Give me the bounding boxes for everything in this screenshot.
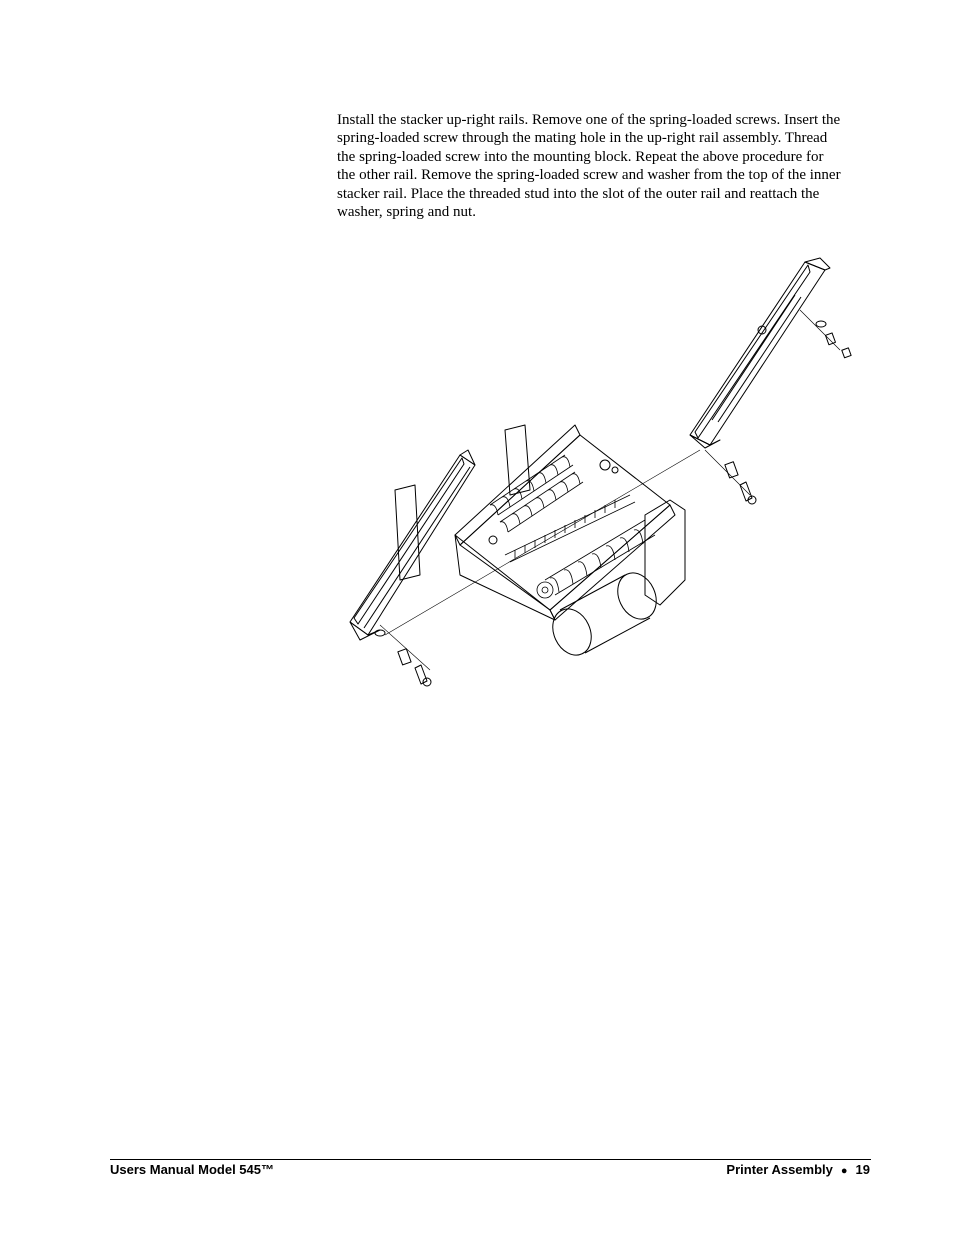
- footer-page-info: [726, 1162, 870, 1177]
- printer-frame: [395, 425, 675, 620]
- instruction-line: stacker rail. Place the threaded stud into the slot of the outer rail and reattach the: [337, 185, 820, 202]
- instruction-line: the spring-loaded screw into the mounting block. Repeat the above procedure for: [337, 148, 824, 165]
- instruction-line: spring-loaded screw through the mating hole in the up-right rail assembly. Thread: [337, 130, 828, 147]
- footer-divider: [110, 1159, 871, 1160]
- right-upright-rail: [690, 258, 830, 448]
- upper-roller-2: [500, 472, 583, 532]
- left-rail-hardware: [375, 630, 431, 686]
- instruction-line: washer, spring and nut.: [337, 204, 476, 221]
- instruction-line: the other rail. Remove the spring-loaded screw and washer from the top of the inner: [337, 167, 841, 184]
- right-rail-hardware: [725, 321, 851, 504]
- instruction-paragraph: [337, 111, 872, 221]
- footer-section-title: Printer Assembly: [726, 1162, 833, 1177]
- footer-manual-title: Users Manual Model 545™: [110, 1162, 274, 1177]
- bullet-separator: ●: [840, 1165, 848, 1177]
- page-number: 19: [855, 1162, 870, 1177]
- paper-guide-comb: [505, 495, 635, 562]
- stacker-rollers: [490, 455, 655, 598]
- assembly-guide-lines: [380, 310, 840, 670]
- stacker-rail-assembly-diagram: [340, 250, 880, 700]
- instruction-line: Install the stacker up-right rails. Remove one of the spring-loaded screws. Insert the: [337, 112, 841, 128]
